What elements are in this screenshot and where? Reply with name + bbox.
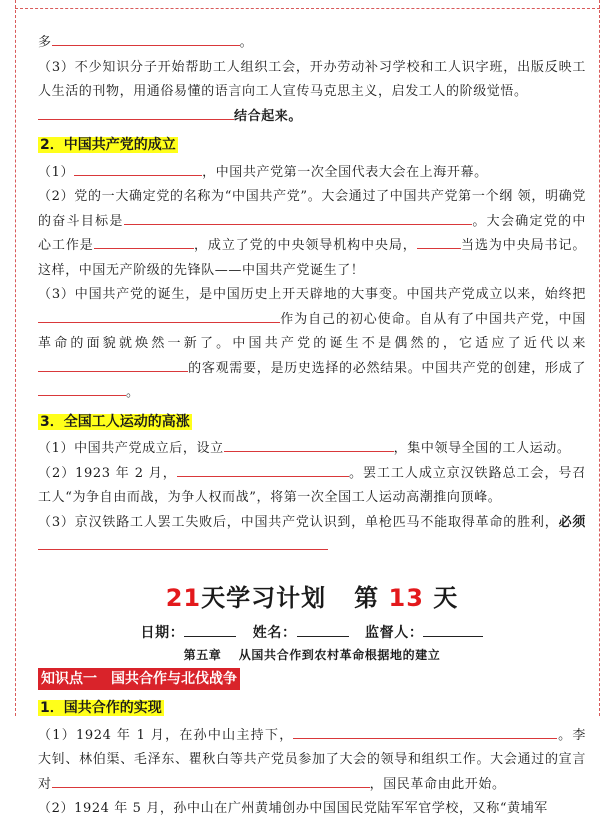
chapter-title: 第五章 从国共合作到农村革命根据地的建立 (183, 647, 441, 662)
worksheet-page (38, 28, 586, 822)
date-field[interactable] (184, 622, 236, 637)
knowledge-point-header: 知识点一 国共合作与北伐战争 (38, 668, 586, 693)
name-field[interactable] (297, 622, 349, 637)
page-frame-top (15, 0, 600, 9)
section-heading: 1．国共合作的实现 (40, 700, 162, 716)
fill-blank[interactable] (124, 211, 472, 225)
fill-blank[interactable] (38, 309, 280, 323)
page-frame-left (15, 0, 16, 716)
fill-blank[interactable] (52, 32, 240, 46)
top-continuation: 多 。 (38, 31, 586, 56)
fill-blank[interactable] (38, 106, 234, 120)
section2-item3: （3）中国共产党的诞生，是中国历史上开天辟地的大事变。中国共产党成立以来，始终把作为自己的初心使命。自从有了中国共产党，中国革命的面貌就焕然一新了。中国共产党的诞生不是偶然的，它适应了近代以来的客观需要，是历史选择的必然结果。中国共产党的创建，形成了。 (38, 287, 586, 400)
section-heading: 2．中国共产党的成立 (40, 137, 176, 153)
fill-blank[interactable] (52, 774, 370, 788)
fill-blank[interactable] (224, 438, 394, 452)
section3-item1: （1）中国共产党成立后，设立 ，集中领导全国的工人运动。 (38, 437, 586, 462)
top-item3: （3）不少知识分子开始帮助工人组织工会，开办劳动补习学校和工人识字班，出版反映工人生活的刊物，用通俗易懂的语言向工人宣传马克思主义，启发工人的阶级觉悟。 结合起来。 (38, 59, 586, 124)
fill-blank[interactable] (38, 382, 126, 396)
section3-item3: （3）京汉铁路工人罢工失败后，中国共产党认识到，单枪匹马不能取得革命的胜利，必须 (38, 511, 586, 560)
fill-blank[interactable] (417, 235, 461, 249)
date-name-supervisor-row: 日期： 姓名： 监督人： (38, 622, 586, 644)
fill-blank[interactable] (293, 725, 557, 739)
supervisor-field[interactable] (423, 622, 483, 637)
fill-blank[interactable] (74, 162, 202, 176)
fill-blank[interactable] (38, 358, 188, 372)
study-plan-title: 21天学习计划 第 13 天 (165, 583, 459, 612)
section1-item1: （1）1924 年 1 月，在孙中山主持下， 。李大钊、林伯渠、毛泽东、瞿秋白等共产党员参加了大会的领导和组织工作。大会通过的宣言对 ，国民革命由此开始。 (38, 724, 586, 798)
fill-blank[interactable] (38, 536, 328, 550)
fill-blank[interactable] (94, 235, 194, 249)
fill-blank[interactable] (177, 463, 349, 477)
section2-item1: （1） ，中国共产党第一次全国代表大会在上海开幕。 (38, 161, 586, 186)
page-frame-right (599, 0, 600, 716)
section1-item2: （2）1924 年 5 月，孙中山在广州黄埔创办中国国民党陆军军官学校，又称“黄埔军 (38, 801, 548, 816)
section2-item2: （2）党的一大确定党的名称为“中国共产党”。大会通过了中国共产党第一个纲 领，明确党的奋斗目标是 。大会确定党的中心工作是 ，成立了党的中央领导机构中央局， 当选为中央局书记。这样，中国无产阶级的先锋队——中国共产党诞生了！ (38, 189, 586, 278)
section3-item2: （2）1923 年 2 月， 。罢工工人成立京汉铁路总工会，号召工人“为争自由而战，为争人权而战”，将第一次全国工人运动高潮推向顶峰。 (38, 462, 586, 511)
section-heading: 3．全国工人运动的高涨 (40, 413, 190, 430)
